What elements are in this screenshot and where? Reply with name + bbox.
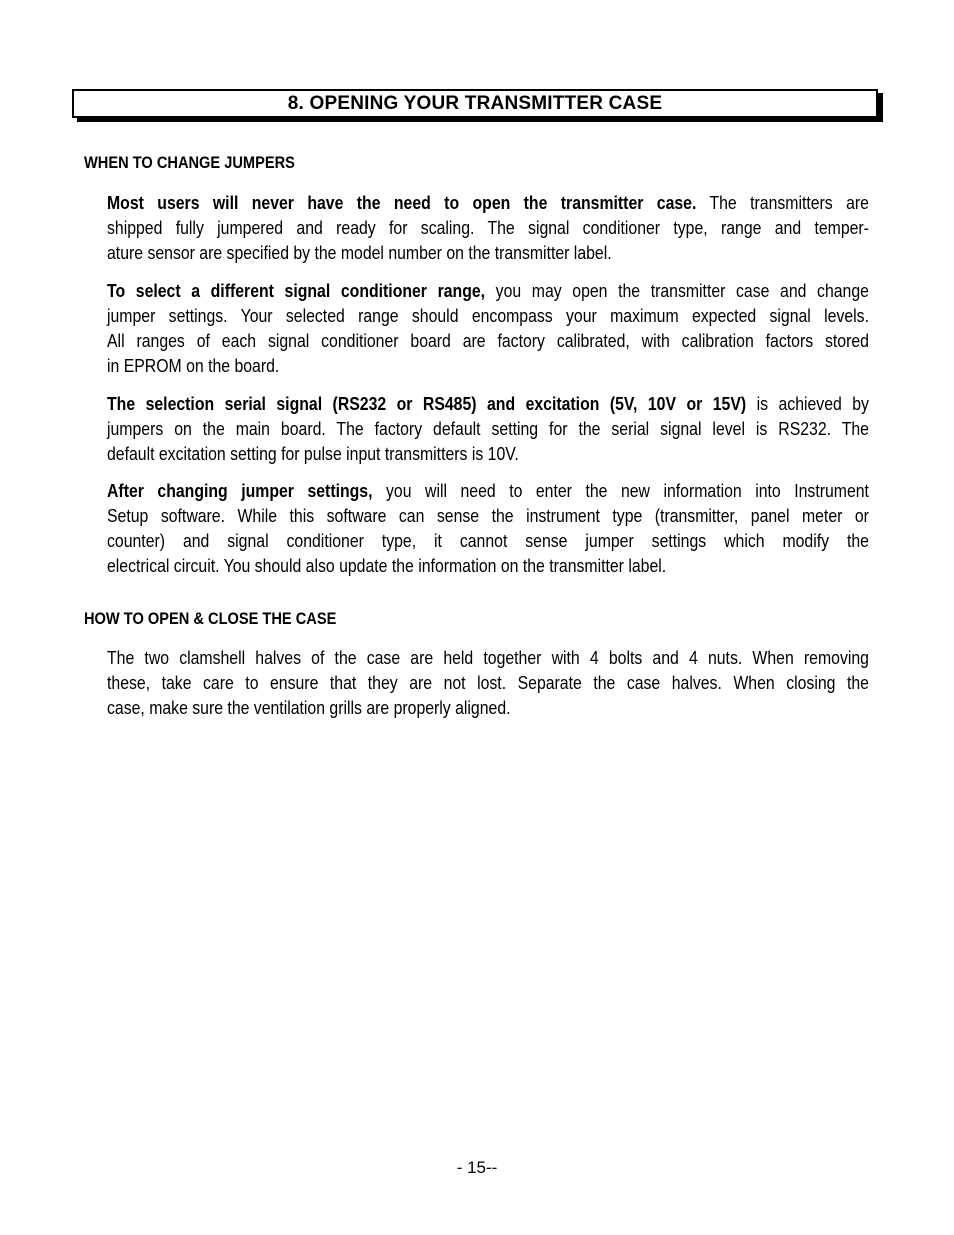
paragraph-line: these, take care to ensure that they are not lost. Separate the case halves. When closing the: [107, 672, 869, 693]
bold-lead-text: After changing jumper settings,: [107, 480, 373, 501]
bold-lead-text: The selection serial signal (RS232 or RS485) and excitation (5V, 10V or 15V): [107, 393, 747, 414]
paragraph-line: jumper settings. Your selected range should encompass your maximum expected signal levels.: [107, 305, 869, 326]
line-text: The transmitters are: [696, 192, 869, 213]
paragraph-line: in EPROM on the board.: [107, 355, 280, 376]
paragraph-line: Setup software. While this software can sense the instrument type (transmitter, panel meter or: [107, 505, 869, 526]
paragraph-line: ature sensor are specified by the model number on the transmitter label.: [107, 242, 612, 263]
paragraph-line: [107, 391, 869, 416]
paragraph-line: default excitation setting for pulse input transmitters is 10V.: [107, 443, 519, 464]
paragraph-line: [107, 190, 869, 215]
paragraph-line: All ranges of each signal conditioner board are factory calibrated, with calibration factors stored: [107, 330, 869, 351]
paragraph-line: [107, 278, 869, 303]
line-text: is achieved by: [746, 393, 869, 414]
paragraph-never-open: [107, 190, 869, 265]
paragraph-serial-excitation: [107, 391, 869, 466]
paragraph-line: shipped fully jumpered and ready for scaling. The signal conditioner type, range and temper-: [107, 217, 869, 238]
paragraph-line: electrical circuit. You should also update the information on the transmitter label.: [107, 555, 667, 576]
paragraph-line: [107, 478, 869, 503]
subheading-when-to-change-jumpers: WHEN TO CHANGE JUMPERS: [84, 153, 295, 172]
paragraph-line: case, make sure the ventilation grills are properly aligned.: [107, 697, 511, 718]
page-number: - 15--: [456, 1158, 498, 1177]
bold-lead-text: Most users will never have the need to open the transmitter case.: [107, 192, 697, 213]
line-text: you may open the transmitter case and change: [485, 280, 869, 301]
paragraph-after-changing: [107, 478, 869, 578]
line-text: you will need to enter the new information into Instrument: [372, 480, 869, 501]
subheading-how-to-open: HOW TO OPEN & CLOSE THE CASE: [84, 609, 337, 628]
paragraph-line: counter) and signal conditioner type, it cannot sense jumper settings which modify the: [107, 530, 869, 551]
paragraph-clamshell: [107, 645, 869, 720]
section-header-box: [72, 89, 878, 118]
paragraph-line: jumpers on the main board. The factory default setting for the serial signal level is RS232. The: [107, 418, 869, 439]
section-title: 8. OPENING YOUR TRANSMITTER CASE: [287, 93, 663, 114]
paragraph-line: The two clamshell halves of the case are held together with 4 bolts and 4 nuts. When removing: [107, 647, 869, 668]
paragraph-select-range: [107, 278, 869, 378]
bold-lead-text: To select a different signal conditioner range,: [107, 280, 486, 301]
